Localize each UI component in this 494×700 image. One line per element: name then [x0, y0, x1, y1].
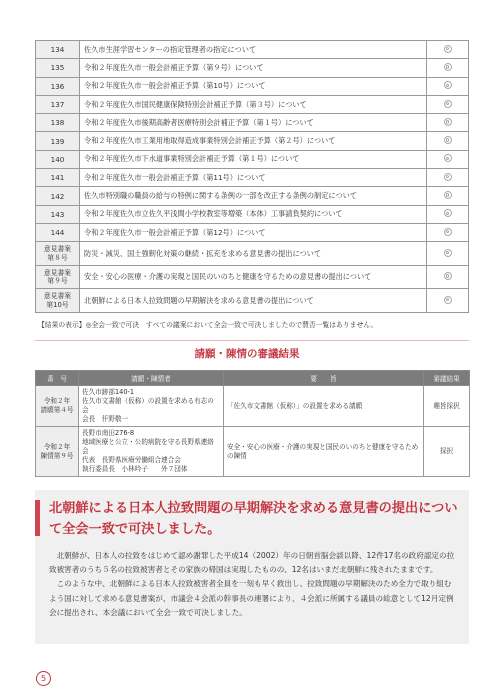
table-row — [36, 265, 469, 289]
table-row — [36, 223, 469, 241]
page-number: 5 — [36, 671, 51, 686]
table-row — [36, 289, 469, 313]
double-circle-icon — [444, 209, 452, 217]
result-cell — [427, 77, 469, 95]
table-row — [36, 41, 469, 59]
petition-number: 令和２年 陳情第９号 — [36, 427, 79, 477]
double-circle-icon — [444, 45, 452, 53]
result-cell — [427, 242, 469, 266]
double-circle-icon — [444, 100, 452, 108]
table-row — [36, 77, 469, 95]
bill-title: 防災・減災、国土強靭化対策の継続・拡充を求める意見書の提出について — [80, 242, 427, 266]
double-circle-icon — [444, 191, 452, 199]
bill-title: 令和２年度佐久市一般会計補正予算（第９号）について — [80, 59, 427, 77]
header-result: 審議結果 — [424, 371, 470, 386]
result-note: 【結果の表示】◎全会一致で可決 すべての議案において全会一致で可決しましたので賛否一覧はありません。 — [38, 321, 378, 329]
double-circle-icon — [444, 228, 452, 236]
result-cell — [427, 223, 469, 241]
double-circle-icon — [444, 272, 452, 280]
result-cell — [427, 289, 469, 313]
header-summary: 要 旨 — [224, 371, 424, 386]
article-paragraph: 北朝鮮が、日本人の拉致をはじめて認め謝罪した平成14（2002）年の日朝首脳会談以降、12件17名の政府認定の拉致被害者のうち５名の拉致被害者とその家族の帰国は実現したものの、12名はいまだ北朝鮮に残されたままです。 — [49, 551, 455, 575]
result-cell — [427, 114, 469, 132]
result-cell — [427, 169, 469, 187]
article-paragraph: このような中、北朝鮮による日本人拉致被害者全員を一刻も早く救出し、拉致問題の早期解決のため全力で取り組むよう国に対して求める意見書案が、市議会４会派の幹事長の連署により、４会派に所属する議員の総意として12月定例会に提出され、本会議において全会一致で可決しました。 — [49, 579, 454, 617]
bill-title: 令和２年度佐久市一般会計補正予算（第10号）について — [80, 77, 427, 95]
double-circle-icon — [444, 63, 452, 71]
result-cell — [427, 41, 469, 59]
petition-result: 採択 — [424, 427, 470, 477]
table-row — [36, 169, 469, 187]
bill-title: 佐久市生涯学習センターの指定管理者の指定について — [80, 41, 427, 59]
article-body — [49, 549, 459, 620]
table-row — [36, 95, 469, 113]
bill-title: 令和２年度佐久市工業用地取得造成事業特別会計補正予算（第２号）について — [80, 132, 427, 150]
bill-title: 安全・安心の医療・介護の実現と国民のいのちと健康を守るための意見書の提出について — [80, 265, 427, 289]
table-row — [36, 386, 470, 427]
bill-title: 令和２年度佐久市後期高齢者医療特別会計補正予算（第１号）について — [80, 114, 427, 132]
double-circle-icon — [444, 136, 452, 144]
header-number: 番 号 — [36, 371, 79, 386]
bill-number: 137 — [36, 95, 80, 113]
petition-summary: 安全・安心の医療・介護の実現と国民のいのちと健康を守るための陳情 — [224, 427, 424, 477]
bill-number: 134 — [36, 41, 80, 59]
bill-number: 意見書案 第８号 — [36, 242, 80, 266]
table-row — [36, 114, 469, 132]
article-title: 北朝鮮による日本人拉致問題の早期解決を求める意見書の提出について全会一致で可決しました。 — [49, 501, 458, 537]
bill-title: 令和２年度佐久市国民健康保険特別会計補正予算（第３号）について — [80, 95, 427, 113]
resolutions-table — [35, 40, 469, 313]
result-cell — [427, 265, 469, 289]
bill-title: 令和２年度佐久市立佐久平浅間小学校教室等増築（本体）工事請負契約について — [80, 205, 427, 223]
bill-number: 意見書案 第９号 — [36, 265, 80, 289]
result-cell — [427, 59, 469, 77]
petition-summary: 「佐久市文書館（仮称）」の設置を求める請願 — [224, 386, 424, 427]
section-divider — [35, 340, 469, 341]
petitions-table — [35, 370, 470, 477]
petition-number: 令和２年 請願第４号 — [36, 386, 79, 427]
petitioner: 長野市南田276-8 地域医療と公立・公的病院を守る長野県連絡会 代表 長野県医療労働組合連合会 執行委員長 小林吟子 外７団体 — [79, 427, 224, 477]
bill-number: 140 — [36, 150, 80, 168]
double-circle-icon — [444, 173, 452, 181]
table-row — [36, 427, 470, 477]
table-row — [36, 59, 469, 77]
table-row — [36, 132, 469, 150]
bill-number: 142 — [36, 187, 80, 205]
result-cell — [427, 187, 469, 205]
petitions-section-title: 請願・陳情の審議結果 — [194, 348, 300, 360]
double-circle-icon — [444, 296, 452, 304]
bill-number: 意見書案 第10号 — [36, 289, 80, 313]
result-cell — [427, 205, 469, 223]
bill-number: 143 — [36, 205, 80, 223]
bill-title: 北朝鮮による日本人拉致問題の早期解決を求める意見書の提出について — [80, 289, 427, 313]
petition-result: 趣旨採択 — [424, 386, 470, 427]
double-circle-icon — [444, 81, 452, 89]
petitioner: 佐久市跡部140-1 佐久市文書館（仮称）の設置を求める有志の会 会長 仟野敬一 — [79, 386, 224, 427]
result-cell — [427, 132, 469, 150]
article-accent-bar — [35, 500, 40, 536]
bill-title: 令和２年度佐久市一般会計補正予算（第11号）について — [80, 169, 427, 187]
table-row — [36, 242, 469, 266]
bill-number: 141 — [36, 169, 80, 187]
bill-title: 佐久市特別職の職員の給与の特例に関する条例の一部を改正する条例の制定について — [80, 187, 427, 205]
bill-number: 136 — [36, 77, 80, 95]
table-row — [36, 187, 469, 205]
result-cell — [427, 150, 469, 168]
bill-number: 138 — [36, 114, 80, 132]
double-circle-icon — [444, 118, 452, 126]
bill-number: 139 — [36, 132, 80, 150]
article-box — [35, 490, 469, 644]
bill-number: 135 — [36, 59, 80, 77]
bill-title: 令和２年度佐久市一般会計補正予算（第12号）について — [80, 223, 427, 241]
bill-title: 令和２年度佐久市下水道事業特別会計補正予算（第１号）について — [80, 150, 427, 168]
header-petitioner: 請願・陳情者 — [79, 371, 224, 386]
table-row — [36, 205, 469, 223]
result-cell — [427, 95, 469, 113]
bill-number: 144 — [36, 223, 80, 241]
double-circle-icon — [444, 154, 452, 162]
double-circle-icon — [444, 249, 452, 257]
table-row — [36, 150, 469, 168]
